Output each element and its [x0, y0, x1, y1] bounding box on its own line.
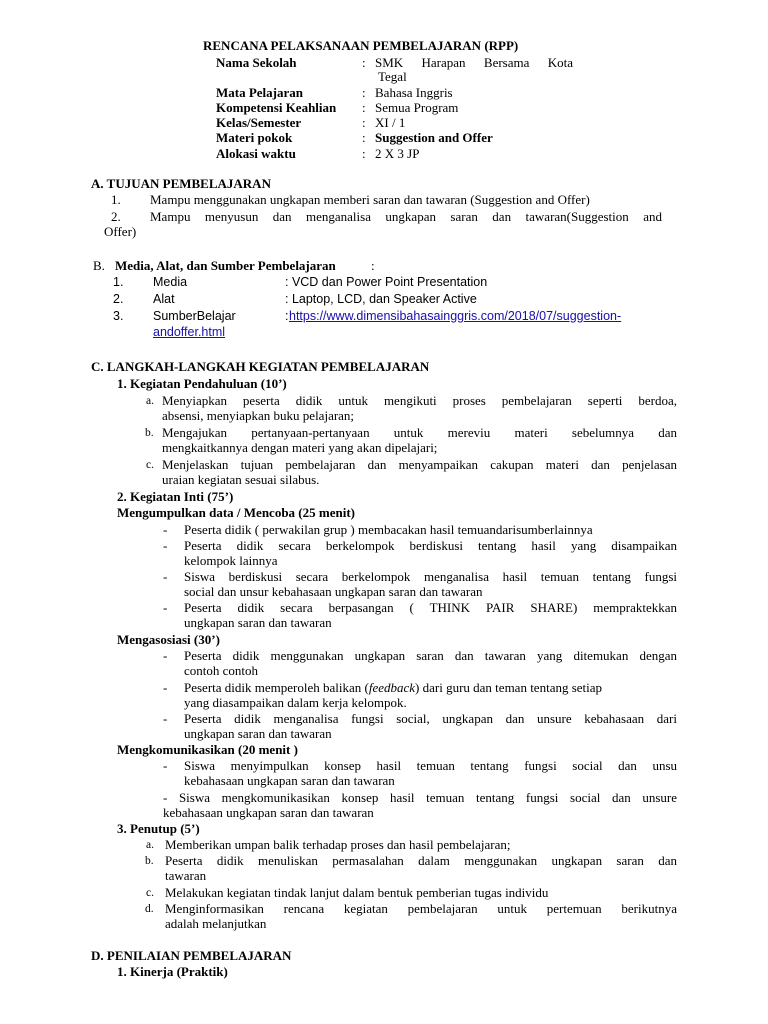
closing-item-b: Peserta didik menuliskan permasalahan dalam menggunakan ungkapan saran dan — [165, 853, 677, 868]
school-value: SMK Harapan Bersama Kota — [375, 55, 573, 70]
list-number: 1. — [113, 275, 124, 289]
competence-value: Semua Program — [375, 100, 459, 115]
closing-item-b-cont: tawaran — [165, 868, 207, 883]
opening-item-a-cont: absensi, menyiapkan buku pelajaran; — [162, 408, 355, 423]
material-value: Suggestion and Offer — [375, 130, 493, 145]
closing-heading: 3. Penutup (5’) — [117, 821, 200, 836]
opening-heading: 1. Kegiatan Pendahuluan (10’) — [117, 376, 287, 391]
communicate-heading: Mengkomunikasikan (20 menit ) — [117, 742, 298, 757]
collect-heading: Mengumpulkan data / Mencoba (25 menit) — [117, 505, 355, 520]
tools-label: Alat — [153, 292, 175, 306]
opening-item-a: Menyiapkan peserta didik untuk mengikuti proses pembelajaran seperti berdoa, — [162, 393, 677, 408]
dash: - — [163, 569, 168, 584]
associate-item-2 — [184, 680, 602, 695]
closing-item-a: Memberikan umpan balik terhadap proses dan hasil pembelajaran; — [165, 837, 511, 852]
dash: - — [163, 758, 168, 773]
source-link-cont[interactable]: andoffer.html — [153, 325, 226, 339]
list-letter: a. — [146, 395, 154, 407]
collect-item-1: Peserta didik ( perwakilan grup ) membacakan hasil temuandarisumberlainnya — [184, 522, 593, 537]
list-number: 1. — [111, 192, 121, 207]
dash: - — [163, 600, 168, 615]
objective-2: Mampu menyusun dan menganalisa ungkapan saran dan tawaran(Suggestion and — [150, 209, 662, 224]
list-letter: a. — [146, 839, 154, 851]
objective-2-cont: Offer) — [104, 224, 137, 239]
opening-item-b: Mengajukan pertanyaan-pertanyaan untuk mereviu materi sebelumnya dan — [162, 425, 677, 440]
associate-item-1: Peserta didik menggunakan ungkapan saran dan tawaran yang ditemukan dengan — [184, 648, 677, 663]
dash: - — [163, 648, 168, 663]
media-value: : VCD dan Power Point Presentation — [285, 275, 488, 289]
subject-value: Bahasa Inggris — [375, 85, 453, 100]
time-value: 2 X 3 JP — [375, 146, 420, 161]
collect-item-3: Siswa berdiskusi secara berkelompok menganalisa hasil temuan tentang fungsi — [184, 569, 677, 584]
section-b-letter: B. — [93, 258, 105, 273]
colon: : — [362, 100, 366, 115]
associate-item-2-text-a: Peserta didik memperoleh balikan ( — [184, 680, 369, 695]
collect-item-3-cont: social dan unsur kebahasaan ungkapan saran dan tawaran — [184, 584, 483, 599]
communicate-item-2: - Siswa mengkomunikasikan konsep hasil temuan tentang fungsi social dan unsure — [163, 790, 677, 805]
associate-item-3: Peserta didik menganalisa fungsi social, ungkapan dan unsure kebahasaan dari — [184, 711, 677, 726]
associate-item-1-cont: contoh contoh — [184, 663, 259, 678]
communicate-item-1: Siswa menyimpulkan konsep hasil temuan tentang fungsi social dan unsu — [184, 758, 677, 773]
media-label: Media — [153, 275, 188, 289]
associate-heading: Mengasosiasi (30’) — [117, 632, 220, 647]
collect-item-2: Peserta didik secara berkelompok berdiskusi tentang hasil yang disampaikan — [184, 538, 677, 553]
associate-item-3-cont: ungkapan saran dan tawaran — [184, 726, 332, 741]
performance-heading: 1. Kinerja (Praktik) — [117, 964, 228, 979]
competence-label: Kompetensi Keahlian — [216, 100, 337, 115]
time-label: Alokasi waktu — [216, 146, 296, 161]
colon: : — [362, 115, 366, 130]
list-number: 3. — [113, 309, 124, 323]
section-d-heading: D. PENILAIAN PEMBELAJARAN — [91, 948, 292, 963]
subject-label: Mata Pelajaran — [216, 85, 304, 100]
dash: - — [163, 538, 168, 553]
list-number: 2. — [113, 292, 124, 306]
section-a-heading: A. TUJUAN PEMBELAJARAN — [91, 176, 271, 191]
source-colon: : — [285, 309, 289, 323]
section-b-colon: : — [371, 258, 375, 273]
closing-item-d: Menginformasikan rencana kegiatan pembelajaran untuk pertemuan berikutnya — [165, 901, 677, 916]
tools-value: : Laptop, LCD, dan Speaker Active — [285, 292, 477, 306]
dash: - — [163, 711, 168, 726]
school-value-cont: Tegal — [378, 69, 407, 84]
list-letter: b. — [145, 855, 154, 867]
colon: : — [362, 85, 366, 100]
source-label: SumberBelajar — [153, 309, 236, 323]
opening-item-c-cont: uraian kegiatan sesuai silabus. — [162, 472, 320, 487]
collect-item-2-cont: kelompok lainnya — [184, 553, 278, 568]
core-heading: 2. Kegiatan Inti (75’) — [117, 489, 234, 504]
section-c-heading: C. LANGKAH-LANGKAH KEGIATAN PEMBELAJARAN — [91, 359, 430, 374]
class-value: XI / 1 — [375, 115, 406, 130]
class-label: Kelas/Semester — [216, 115, 302, 130]
colon: : — [362, 55, 366, 70]
dash: - — [163, 680, 168, 695]
communicate-item-1-cont: kebahasaan ungkapan saran dan tawaran — [184, 773, 395, 788]
collect-item-4: Peserta didik secara berpasangan ( THINK PAIR SHARE) mempraktekkan — [184, 600, 677, 615]
list-letter: d. — [145, 903, 154, 915]
communicate-item-2-cont: kebahasaan ungkapan saran dan tawaran — [163, 805, 374, 820]
dash: - — [163, 522, 168, 537]
collect-item-4-cont: ungkapan saran dan tawaran — [184, 615, 332, 630]
colon: : — [362, 146, 366, 161]
document-title: RENCANA PELAKSANAAN PEMBELAJARAN (RPP) — [203, 38, 519, 53]
material-label: Materi pokok — [216, 130, 293, 145]
list-number: 2. — [111, 209, 121, 224]
opening-item-c: Menjelaskan tujuan pembelajaran dan menyampaikan cakupan materi dan penjelasan — [162, 457, 677, 472]
source-link[interactable]: https://www.dimensibahasainggris.com/2018/07/suggestion- — [289, 309, 622, 323]
associate-item-2-emphasis: feedback — [368, 680, 416, 695]
associate-item-2-text-b: ) dari guru dan teman tentang setiap — [415, 680, 603, 695]
section-b-heading: Media, Alat, dan Sumber Pembelajaran — [115, 258, 336, 273]
closing-item-d-cont: adalah melanjutkan — [165, 916, 267, 931]
associate-item-2-cont: yang diasampaikan dalam kerja kelompok. — [184, 695, 407, 710]
objective-1: Mampu menggunakan ungkapan memberi saran dan tawaran (Suggestion and Offer) — [150, 192, 590, 207]
list-letter: c. — [146, 459, 154, 471]
list-letter: b. — [145, 427, 154, 439]
opening-item-b-cont: mengkaitkannya dengan materi yang akan dipelajari; — [162, 440, 438, 455]
list-letter: c. — [146, 887, 154, 899]
colon: : — [362, 130, 366, 145]
closing-item-c: Melakukan kegiatan tindak lanjut dalam bentuk pemberian tugas individu — [165, 885, 549, 900]
school-label: Nama Sekolah — [216, 55, 297, 70]
